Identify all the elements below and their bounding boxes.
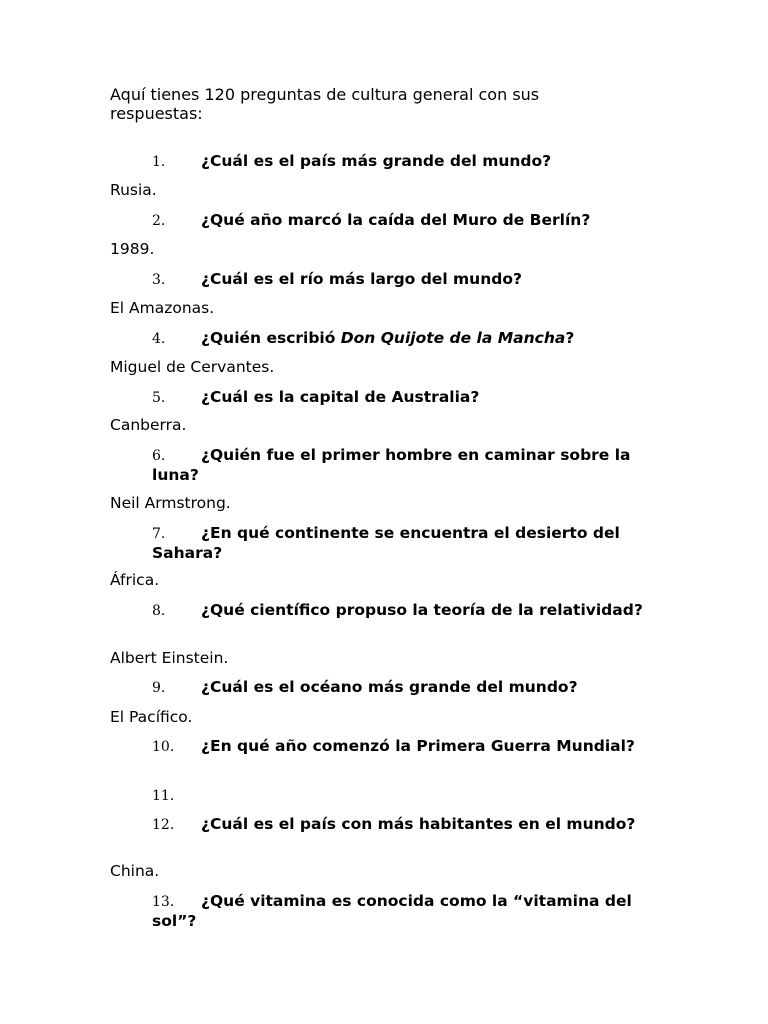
question-5 bbox=[152, 388, 657, 408]
question-text: ¿Qué vitamina es conocida como la “vitamina del sol”? bbox=[152, 892, 632, 930]
question-text-end: ? bbox=[565, 329, 575, 347]
question-number: 12. bbox=[152, 817, 175, 833]
question-text: ¿En qué año comenzó la Primera Guerra Mundial? bbox=[201, 737, 635, 755]
question-number: 4. bbox=[152, 331, 166, 347]
question-number: 8. bbox=[152, 603, 166, 619]
question-13 bbox=[152, 892, 657, 931]
book-title: Don Quijote de la Mancha bbox=[340, 329, 566, 347]
question-number: 5. bbox=[152, 390, 166, 406]
question-text-start: ¿Quién escribió bbox=[201, 329, 341, 347]
answer-4: Miguel de Cervantes. bbox=[110, 358, 275, 376]
question-text: ¿Cuál es el océano más grande del mundo? bbox=[201, 678, 578, 696]
question-3 bbox=[152, 270, 657, 290]
question-number: 7. bbox=[152, 526, 166, 542]
question-11 bbox=[152, 786, 657, 806]
question-number: 9. bbox=[152, 680, 166, 696]
question-text: ¿Qué científico propuso la teoría de la relatividad? bbox=[201, 601, 643, 619]
question-7 bbox=[152, 524, 657, 563]
question-4 bbox=[152, 329, 657, 349]
question-number: 3. bbox=[152, 272, 166, 288]
answer-7: África. bbox=[110, 571, 160, 589]
question-text: ¿Cuál es el río más largo del mundo? bbox=[201, 270, 522, 288]
question-number: 1. bbox=[152, 154, 166, 170]
answer-6: Neil Armstrong. bbox=[110, 494, 231, 512]
answer-3: El Amazonas. bbox=[110, 299, 215, 317]
question-number: 11. bbox=[152, 788, 175, 804]
answer-12: China. bbox=[110, 862, 160, 880]
question-text: ¿En qué continente se encuentra el desierto del Sahara? bbox=[152, 524, 620, 562]
answer-8: Albert Einstein. bbox=[110, 649, 229, 667]
question-2 bbox=[152, 211, 657, 231]
question-text: ¿Cuál es la capital de Australia? bbox=[201, 388, 480, 406]
question-10 bbox=[152, 737, 657, 757]
intro-text: Aquí tienes 120 preguntas de cultura general con sus respuestas: bbox=[110, 85, 540, 123]
question-text: ¿Cuál es el país con más habitantes en el mundo? bbox=[201, 815, 636, 833]
answer-1: Rusia. bbox=[110, 181, 157, 199]
question-text: ¿Cuál es el país más grande del mundo? bbox=[201, 152, 552, 170]
question-text: ¿Qué año marcó la caída del Muro de Berlín? bbox=[201, 211, 591, 229]
question-9 bbox=[152, 678, 657, 698]
question-1 bbox=[152, 152, 657, 172]
question-number: 6. bbox=[152, 448, 166, 464]
answer-5: Canberra. bbox=[110, 416, 187, 434]
question-12 bbox=[152, 815, 657, 835]
question-6 bbox=[152, 446, 657, 485]
question-8 bbox=[152, 601, 657, 621]
question-number: 10. bbox=[152, 739, 175, 755]
question-number: 2. bbox=[152, 213, 166, 229]
answer-2: 1989. bbox=[110, 240, 155, 258]
question-text: ¿Quién fue el primer hombre en caminar sobre la luna? bbox=[152, 446, 631, 484]
answer-9: El Pacífico. bbox=[110, 708, 193, 726]
question-number: 13. bbox=[152, 894, 175, 910]
